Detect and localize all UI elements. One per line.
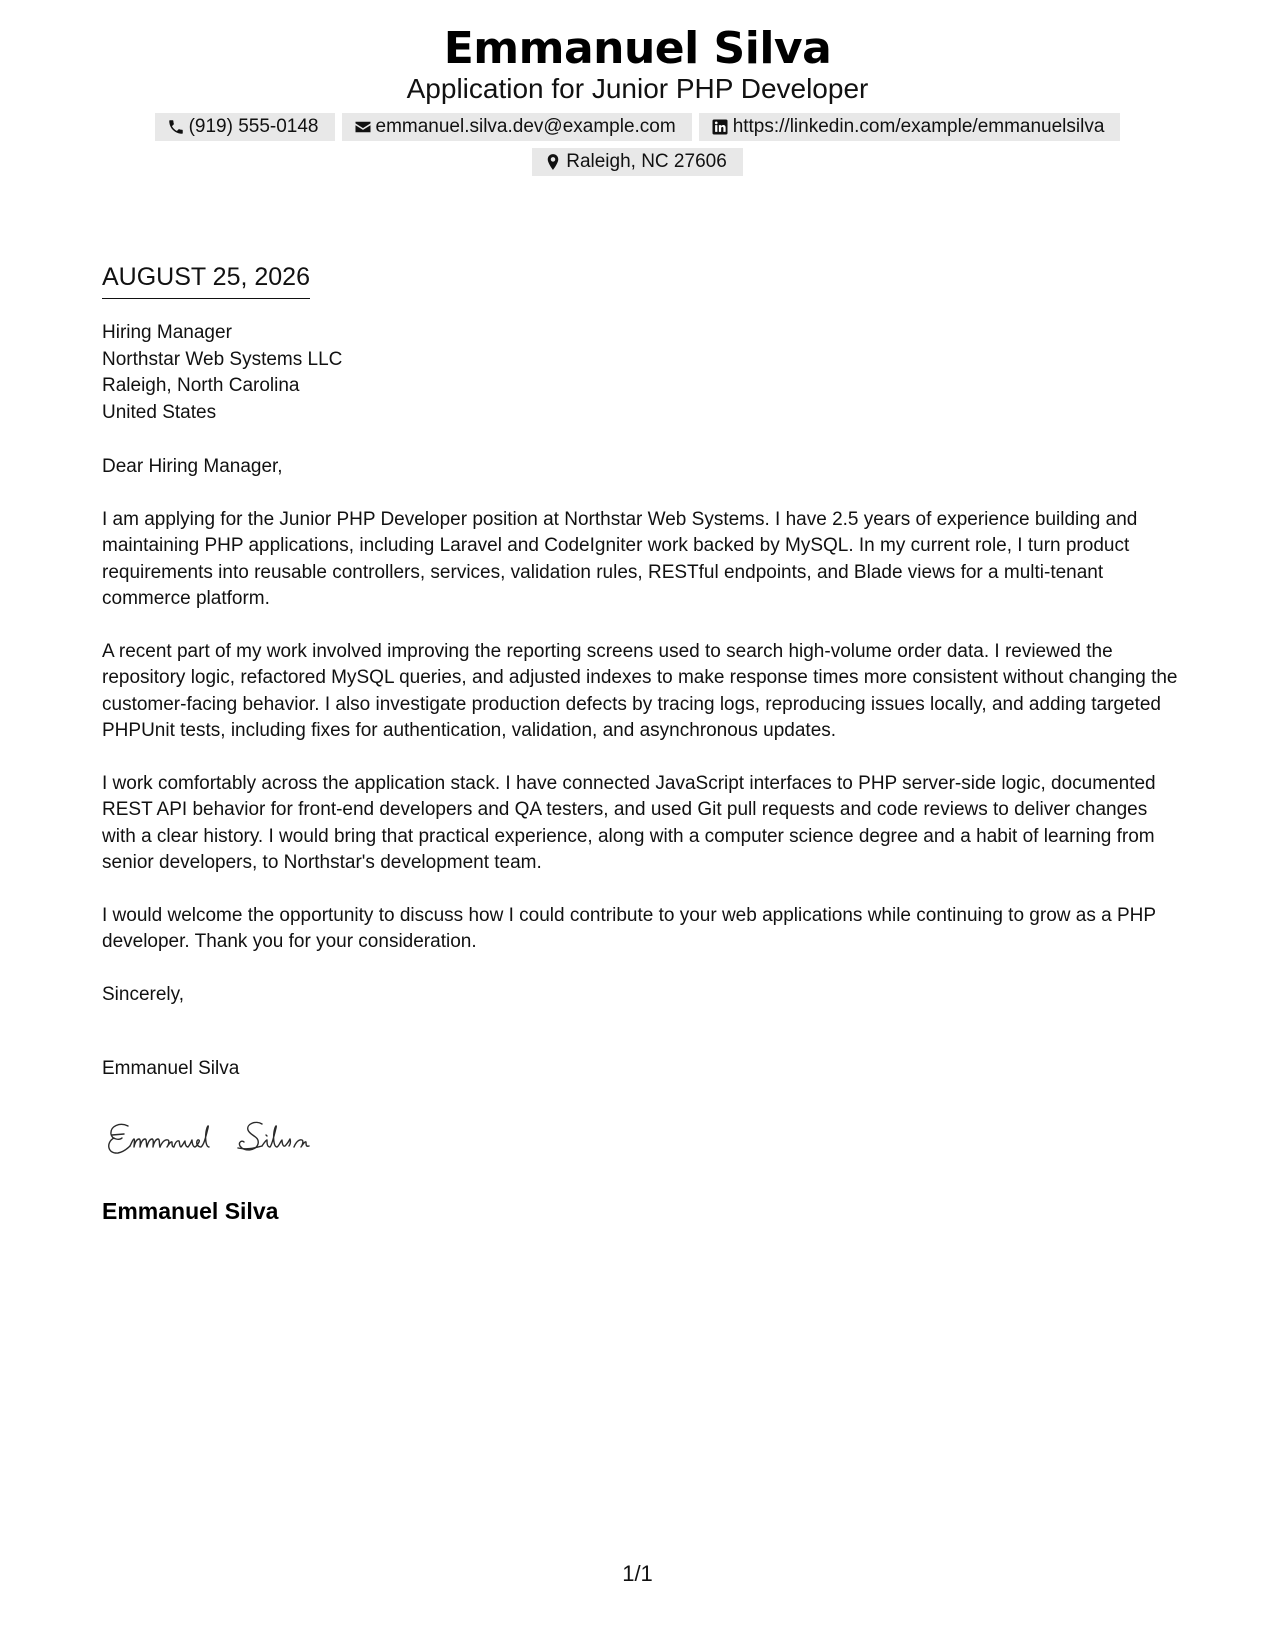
contact-row-location [0, 148, 1275, 176]
handwritten-signature [102, 1112, 362, 1162]
location-chip [532, 148, 743, 176]
phone-chip[interactable] [155, 113, 335, 141]
body-paragraph: A recent part of my work involved improving the reporting screens used to search high-volume order data. I reviewed the repository logic, refactored MySQL queries, and adjusted indexes to make response times more consistent without changing the customer-facing behavior. I also investigate production defects by tracing logs, reproducing issues locally, and adding targeted PHPUnit tests, including fixes for authentication, validation, and asynchronous updates. [102, 640, 1178, 741]
phone-text: (919) 555-0148 [188, 116, 319, 137]
location-text: Raleigh, NC 27606 [566, 151, 727, 172]
recipient-address [102, 320, 342, 426]
recipient-line: Northstar Web Systems LLC [102, 348, 343, 370]
recipient-line: Hiring Manager [102, 322, 232, 343]
applicant-name: Emmanuel Silva [443, 23, 832, 74]
email-text: emmanuel.silva.dev@example.com [375, 116, 676, 137]
envelope-icon [354, 118, 372, 136]
linkedin-chip[interactable] [699, 113, 1121, 141]
letter-date: AUGUST 25, 2026 [102, 262, 310, 299]
map-marker-icon [544, 153, 562, 171]
closing: Sincerely, [102, 983, 185, 1005]
application-title: Application for Junior PHP Developer [406, 73, 869, 104]
linkedin-text: https://linkedin.com/example/emmanuelsilva [732, 116, 1105, 137]
body-paragraph: I would welcome the opportunity to discuss how I could contribute to your web applications while continuing to grow as a PHP developer. Thank you for your consideration. [102, 904, 1156, 952]
contact-row [0, 113, 1275, 141]
phone-icon [167, 118, 185, 136]
salutation: Dear Hiring Manager, [102, 456, 283, 477]
signature-block-name: Emmanuel Silva [102, 1198, 279, 1224]
body-paragraph: I work comfortably across the application stack. I have connected JavaScript interfaces to PHP server-side logic, documented REST API behavior for front-end developers and QA testers, and used Git pull requests and code reviews to deliver changes with a clear history. I would bring that practical experience, along with a computer science degree and a habit of learning from senior developers, to Northstar's development team. [102, 772, 1156, 873]
page-number: 1/1 [622, 1561, 653, 1586]
email-chip[interactable] [342, 113, 692, 141]
body-paragraph: I am applying for the Junior PHP Developer position at Northstar Web Systems. I have 2.5 years of experience building and maintaining PHP applications, including Laravel and CodeIgniter work backed by MySQL. In my current role, I turn product requirements into reusable controllers, services, validation rules, RESTful endpoints, and Blade views for a multi-tenant commerce platform. [102, 508, 1138, 609]
letter-body [102, 454, 1182, 1034]
printed-name: Emmanuel Silva [102, 1058, 240, 1079]
linkedin-icon [711, 118, 729, 136]
recipient-line: United States [102, 401, 217, 423]
recipient-line: Raleigh, North Carolina [102, 375, 300, 396]
